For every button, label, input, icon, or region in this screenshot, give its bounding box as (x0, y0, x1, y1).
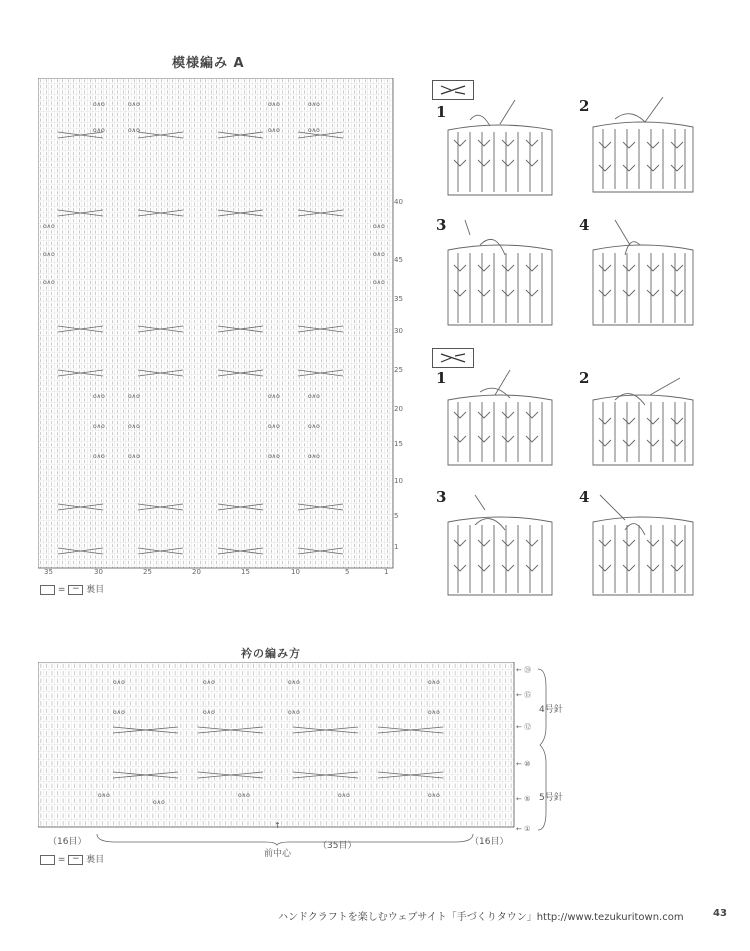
svg-text:o∧o: o∧o (268, 393, 280, 400)
svg-text:o∧o: o∧o (268, 423, 280, 430)
chart-a-col-number: 20 (192, 568, 201, 576)
collar-row-number: ← ⑩ (516, 760, 531, 768)
svg-text:o∧o: o∧o (113, 679, 125, 686)
svg-text:o∧o: o∧o (93, 127, 105, 134)
swatch-illustration (585, 370, 700, 470)
collar-row-number: ← ⑳ (516, 666, 532, 674)
chart-a-row-number: 40 (394, 198, 403, 206)
center-front-label (264, 822, 291, 859)
svg-text:o∧o: o∧o (98, 792, 110, 799)
needle-size-5: 5号針 (539, 793, 563, 803)
collar-row-number: ← ① (516, 825, 531, 833)
svg-text:o∧o: o∧o (288, 679, 300, 686)
page-number: 43 (713, 908, 727, 919)
chart-a-title: 模様編み A (172, 56, 245, 71)
chart-a-row-number: 35 (394, 295, 403, 303)
svg-text:o∧o: o∧o (153, 799, 165, 806)
step-number: 3 (436, 216, 447, 234)
chart-a-row-number: 20 (394, 405, 403, 413)
chart-a-col-number: 35 (44, 568, 53, 576)
svg-text:o∧o: o∧o (373, 251, 385, 258)
chart-a-row-number: 30 (394, 327, 403, 335)
legend-equals: = (57, 855, 66, 865)
right-cross-symbol-icon (432, 80, 474, 100)
chart-a-col-number: 25 (143, 568, 152, 576)
svg-text:o∧o: o∧o (308, 127, 320, 134)
span-left: （16目） (48, 837, 87, 847)
footer-text: ハンドクラフトを楽しむウェブサイト「手づくりタウン」http://www.tezukuritown.com (278, 912, 684, 923)
svg-text:o∧o: o∧o (268, 453, 280, 460)
svg-text:o∧o: o∧o (428, 679, 440, 686)
legend-purl-label: 裏目 (86, 855, 105, 865)
chart-a-col-number: 1 (384, 568, 389, 576)
svg-text:o∧o: o∧o (308, 393, 320, 400)
up-arrow-icon: ↑ (274, 821, 281, 830)
collar-row-number: ← ⑫ (516, 723, 532, 731)
step-number: 4 (579, 216, 590, 234)
swatch-illustration (440, 100, 560, 200)
svg-text:o∧o: o∧o (43, 279, 55, 286)
svg-text:o∧o: o∧o (338, 792, 350, 799)
svg-text:o∧o: o∧o (428, 709, 440, 716)
needle-size-4: 4号針 (539, 705, 563, 715)
collar-row-number: ← ⑤ (516, 795, 531, 803)
swatch-illustration (585, 215, 700, 330)
svg-text:o∧o: o∧o (308, 101, 320, 108)
collar-grid (38, 662, 518, 834)
center-front-text: 前中心 (264, 849, 292, 859)
collar-legend (40, 852, 104, 865)
purl-symbol-icon: − (68, 855, 83, 865)
svg-text:o∧o: o∧o (113, 709, 125, 716)
chart-a-col-number: 10 (291, 568, 300, 576)
span-center: （35目） (318, 841, 357, 851)
swatch-illustration (440, 370, 560, 470)
svg-text:o∧o: o∧o (93, 453, 105, 460)
empty-cell-icon (40, 855, 55, 865)
svg-text:o∧o: o∧o (373, 223, 385, 230)
swatch-illustration (585, 490, 700, 600)
svg-text:o∧o: o∧o (128, 453, 140, 460)
needle-bracket (536, 667, 548, 832)
chart-a-row-number: 45 (394, 256, 403, 264)
svg-text:o∧o: o∧o (93, 393, 105, 400)
svg-text:o∧o: o∧o (203, 679, 215, 686)
chart-a-row-number: 1 (394, 543, 399, 551)
chart-a-col-number: 5 (345, 568, 350, 576)
svg-text:o∧o: o∧o (93, 423, 105, 430)
empty-cell-icon (40, 585, 55, 595)
step-number: 4 (579, 488, 590, 506)
step-number: 2 (579, 97, 590, 115)
svg-text:o∧o: o∧o (308, 423, 320, 430)
chart-a-row-number: 5 (394, 512, 399, 520)
legend-purl-label: 裏目 (86, 585, 105, 595)
svg-text:o∧o: o∧o (373, 279, 385, 286)
svg-text:o∧o: o∧o (308, 453, 320, 460)
step-number: 1 (436, 103, 447, 121)
svg-text:o∧o: o∧o (268, 101, 280, 108)
step-number: 2 (579, 369, 590, 387)
svg-text:o∧o: o∧o (268, 127, 280, 134)
purl-symbol-icon: − (68, 585, 83, 595)
chart-a-col-number: 30 (94, 568, 103, 576)
chart-a-grid (38, 78, 400, 576)
chart-a-row-number: 15 (394, 440, 403, 448)
left-cross-symbol-icon (432, 348, 474, 368)
span-right: （16目） (470, 837, 509, 847)
collar-title: 衿の編み方 (241, 647, 301, 660)
swatch-illustration (585, 97, 700, 197)
step-number: 3 (436, 488, 447, 506)
svg-text:o∧o: o∧o (238, 792, 250, 799)
svg-text:o∧o: o∧o (93, 101, 105, 108)
chart-a-col-number: 15 (241, 568, 250, 576)
svg-text:o∧o: o∧o (128, 101, 140, 108)
legend-equals: = (57, 585, 66, 595)
chart-a-row-number: 10 (394, 477, 403, 485)
svg-text:o∧o: o∧o (203, 709, 215, 716)
svg-text:o∧o: o∧o (43, 223, 55, 230)
collar-row-number: ← ⑮ (516, 691, 532, 699)
chart-a-row-number: 25 (394, 366, 403, 374)
step-number: 1 (436, 369, 447, 387)
swatch-illustration (440, 215, 560, 330)
chart-a-legend (40, 582, 104, 595)
svg-text:o∧o: o∧o (288, 709, 300, 716)
swatch-illustration (440, 490, 560, 600)
svg-text:o∧o: o∧o (128, 127, 140, 134)
svg-text:o∧o: o∧o (428, 792, 440, 799)
svg-text:o∧o: o∧o (128, 393, 140, 400)
svg-text:o∧o: o∧o (43, 251, 55, 258)
svg-text:o∧o: o∧o (128, 423, 140, 430)
